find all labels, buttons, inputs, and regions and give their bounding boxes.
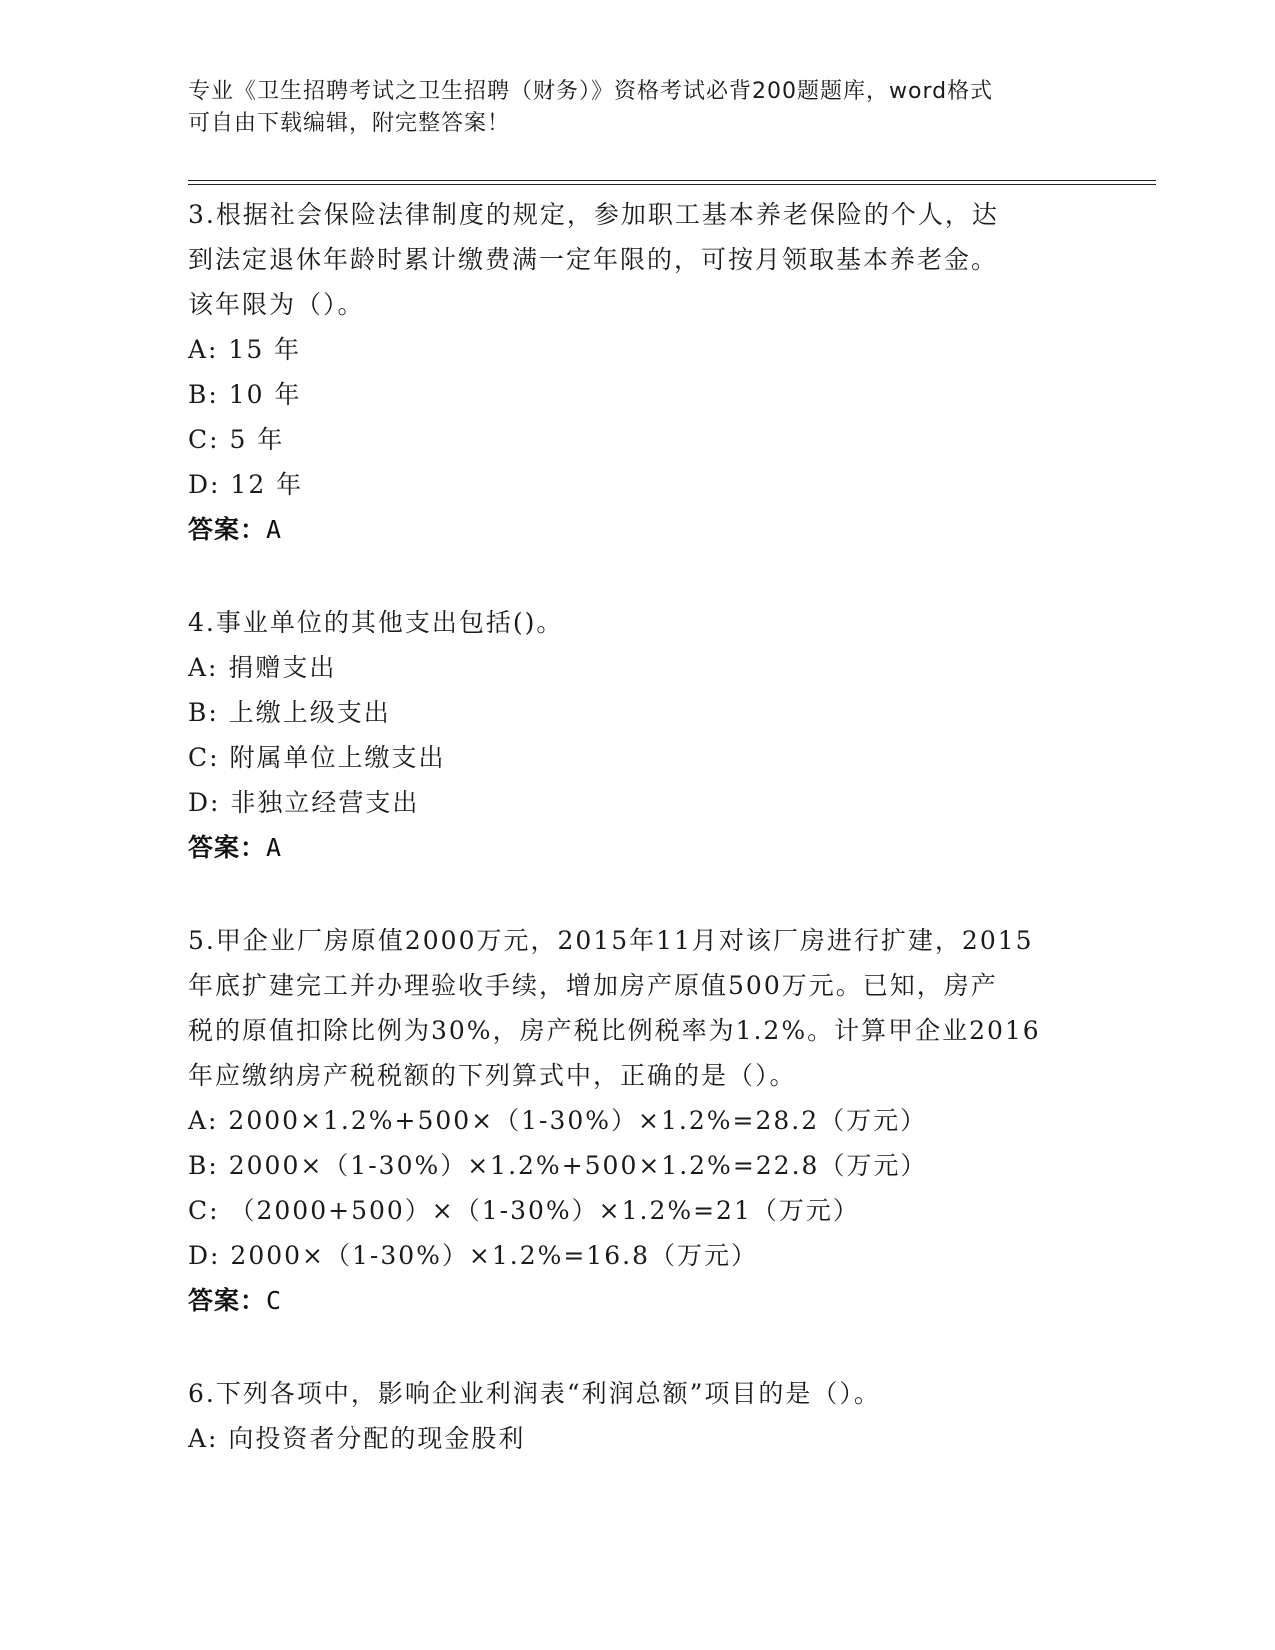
answer-label: 答案： bbox=[188, 515, 267, 544]
option-b: B: 上缴上级支出 bbox=[188, 698, 391, 727]
question-5 bbox=[188, 918, 1088, 1323]
option-a: A: 15 年 bbox=[188, 335, 302, 364]
question-text: 税的原值扣除比例为30%，房产税比例税率为1.2%。计算甲企业2016 bbox=[188, 1016, 1041, 1045]
option-d: D: 2000×（1-30%）×1.2%=16.8（万元） bbox=[188, 1241, 758, 1270]
answer-value: C bbox=[266, 1286, 283, 1315]
document-header bbox=[188, 76, 1088, 140]
answer-line bbox=[188, 825, 1088, 870]
question-text: 3.根据社会保险法律制度的规定，参加职工基本养老保险的个人，达 bbox=[188, 200, 999, 229]
option-c: C: 5 年 bbox=[188, 425, 285, 454]
header-line: 可自由下载编辑，附完整答案！ bbox=[188, 111, 511, 136]
question-text: 5.甲企业厂房原值2000万元，2015年11月对该厂房进行扩建，2015 bbox=[188, 926, 1034, 955]
option-b: B: 2000×（1-30%）×1.2%+500×1.2%=22.8（万元） bbox=[188, 1151, 928, 1180]
header-line: 专业《卫生招聘考试之卫生招聘（财务）》资格考试必背200题题库，word格式 bbox=[188, 79, 994, 104]
option-d: D: 12 年 bbox=[188, 470, 304, 499]
question-text: 到法定退休年龄时累计缴费满一定年限的，可按月领取基本养老金。 bbox=[188, 245, 999, 274]
option-c: C: 附属单位上缴支出 bbox=[188, 743, 446, 772]
option-a: A: 捐赠支出 bbox=[188, 653, 337, 682]
rule-line bbox=[188, 184, 1156, 185]
question-4 bbox=[188, 600, 1088, 870]
header-double-rule bbox=[188, 180, 1156, 188]
answer-line bbox=[188, 507, 1088, 552]
question-text: 该年限为（）。 bbox=[188, 290, 365, 319]
question-text: 年应缴纳房产税税额的下列算式中，正确的是（）。 bbox=[188, 1061, 797, 1090]
answer-value: A bbox=[266, 833, 283, 862]
question-text: 6.下列各项中，影响企业利润表“利润总额”项目的是（）。 bbox=[188, 1379, 881, 1408]
question-text: 4.事业单位的其他支出包括()。 bbox=[188, 608, 564, 637]
question-3 bbox=[188, 192, 1088, 552]
option-c: C: （2000+500）×（1-30%）×1.2%=21（万元） bbox=[188, 1196, 860, 1225]
question-6 bbox=[188, 1371, 1088, 1461]
option-d: D: 非独立经营支出 bbox=[188, 788, 420, 817]
answer-label: 答案： bbox=[188, 1286, 267, 1315]
answer-line bbox=[188, 1278, 1088, 1323]
option-a: A: 向投资者分配的现金股利 bbox=[188, 1424, 526, 1453]
option-a: A: 2000×1.2%+500×（1-30%）×1.2%=28.2（万元） bbox=[188, 1106, 928, 1135]
question-text: 年底扩建完工并办理验收手续，增加房产原值500万元。已知，房产 bbox=[188, 971, 998, 1000]
rule-line bbox=[188, 180, 1156, 181]
answer-label: 答案： bbox=[188, 833, 267, 862]
question-list bbox=[188, 192, 1088, 1509]
option-b: B: 10 年 bbox=[188, 380, 302, 409]
answer-value: A bbox=[266, 515, 283, 544]
